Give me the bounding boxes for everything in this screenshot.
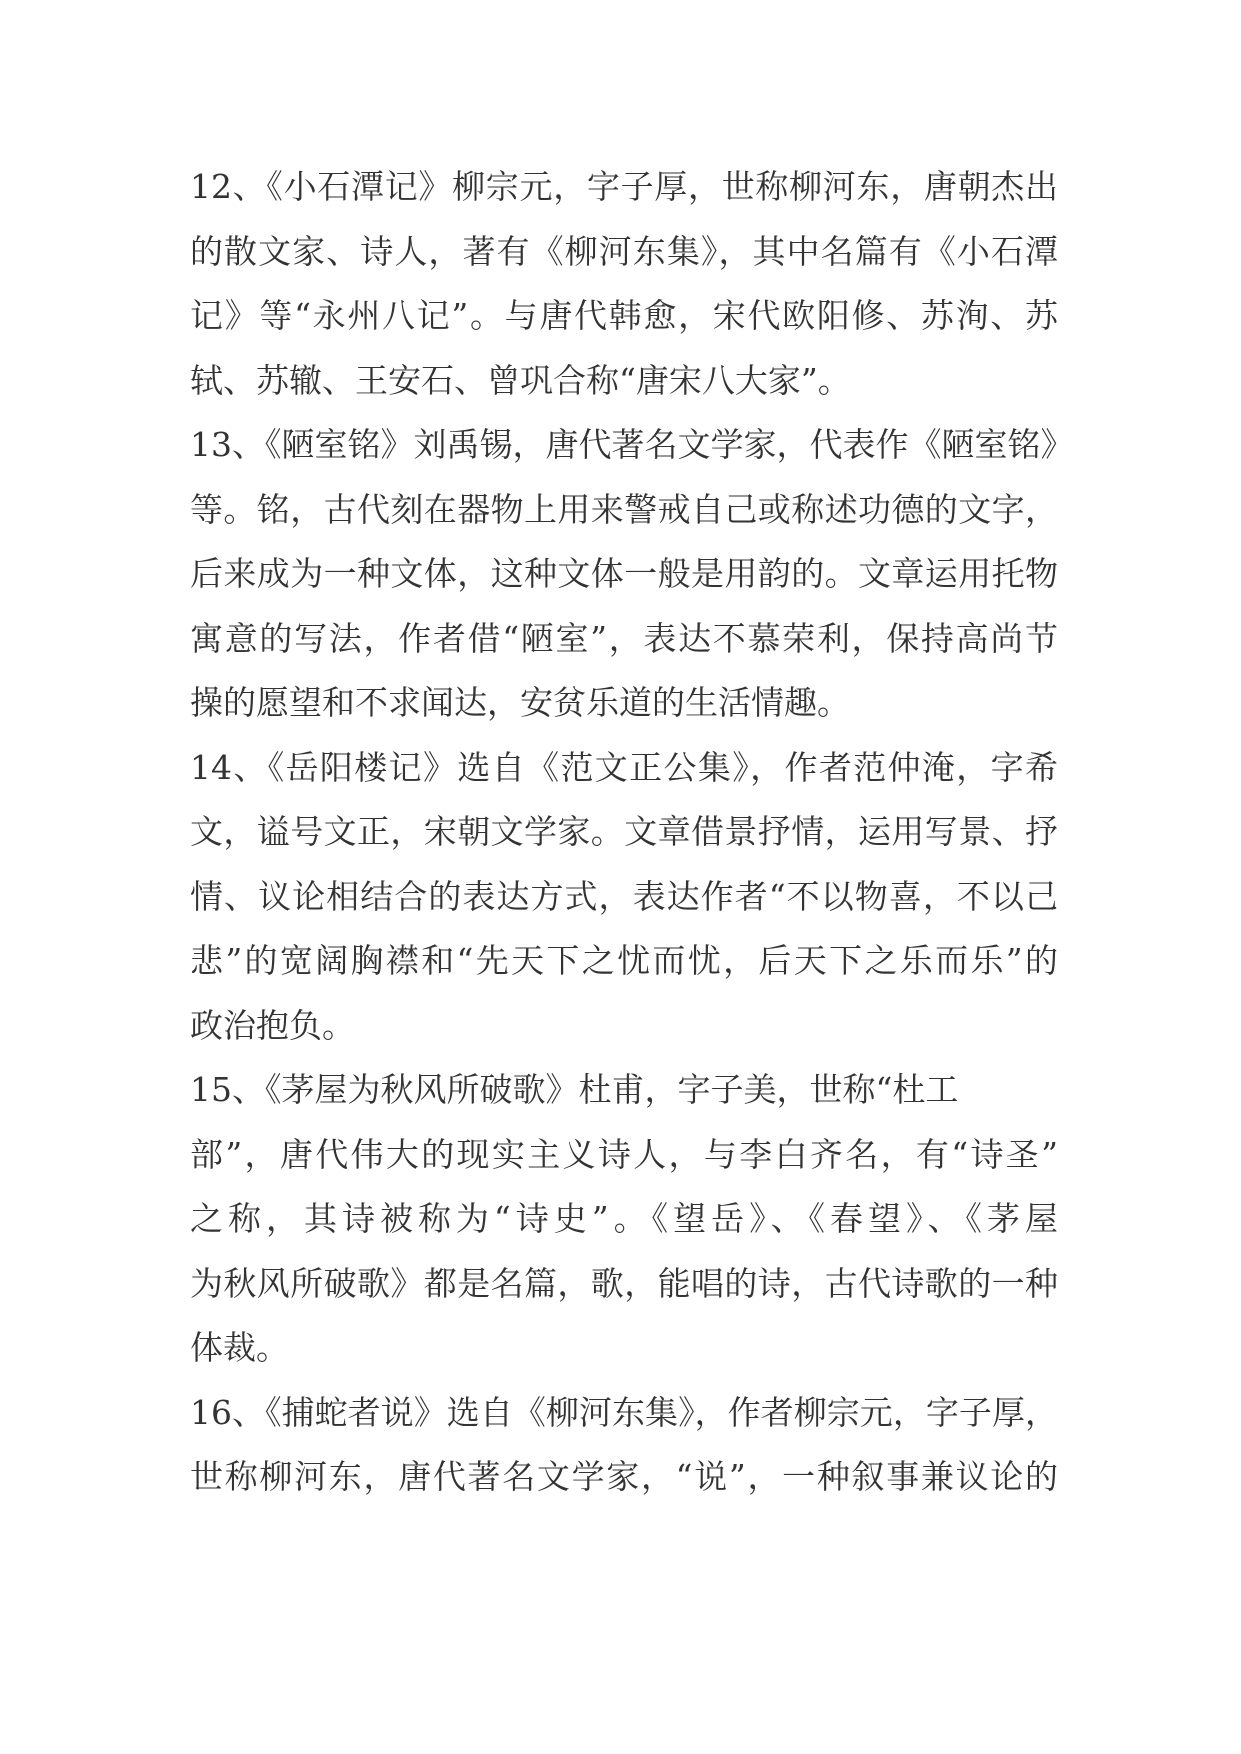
text-line: 等。铭，古代刻在器物上用来警戒自己或称述功德的文字， <box>190 489 1058 529</box>
entry-14 <box>190 736 1058 1059</box>
entry-13 <box>190 413 1074 736</box>
text-line: 14、《岳阳楼记》选自《范文正公集》，作者范仲淹，字希 <box>190 747 1058 787</box>
entry-16 <box>190 1381 1058 1510</box>
text-line: 部”，唐代伟大的现实主义诗人，与李白齐名，有“诗圣” <box>190 1134 1058 1174</box>
entry-12 <box>190 155 1058 413</box>
text-line: 记》等“永州八记”。与唐代韩愈，宋代欧阳修、苏洵、苏 <box>190 296 1058 335</box>
text-line: 15、《茅屋为秋风所破歌》杜甫，字子美，世称“杜工 <box>190 1070 959 1109</box>
text-line: 体裁。 <box>190 1328 289 1367</box>
text-line: 之称，其诗被称为“诗史”。《望岳》、《春望》、《茅屋 <box>190 1199 1058 1238</box>
text-line: 16、《捕蛇者说》选自《柳河东集》，作者柳宗元，字子厚， <box>190 1392 1058 1432</box>
text-line: 12、《小石潭记》柳宗元，字子厚，世称柳河东，唐朝杰出 <box>190 167 1058 206</box>
text-line: 13、《陋室铭》刘禹锡，唐代著名文学家，代表作《陋室铭》 <box>190 425 1074 464</box>
notes-text-block <box>190 155 1074 1510</box>
text-line: 寓意的写法，作者借“陋室”，表达不慕荣利，保持高尚节 <box>190 618 1058 658</box>
text-line: 为秋风所破歌》都是名篇，歌，能唱的诗，古代诗歌的一种 <box>190 1263 1058 1303</box>
text-line: 后来成为一种文体，这种文体一般是用韵的。文章运用托物 <box>190 554 1058 593</box>
text-line: 轼、苏辙、王安石、曾巩合称“唐宋八大家”。 <box>190 360 851 400</box>
entry-15 <box>190 1058 1058 1381</box>
text-line: 文，谥号文正，宋朝文学家。文章借景抒情，运用写景、抒 <box>190 812 1058 851</box>
text-line: 政治抱负。 <box>190 1005 355 1045</box>
text-line: 悲”的宽阔胸襟和“先天下之忧而忧，后天下之乐而乐”的 <box>190 941 1058 980</box>
text-line: 情、议论相结合的表达方式，表达作者“不以物喜，不以己 <box>190 876 1058 916</box>
text-line: 的散文家、诗人，著有《柳河东集》，其中名篇有《小石潭 <box>190 231 1058 271</box>
text-line: 世称柳河东，唐代著名文学家，“说”，一种叙事兼议论的 <box>190 1457 1058 1496</box>
text-line: 操的愿望和不求闻达，安贫乐道的生活情趣。 <box>190 683 850 722</box>
